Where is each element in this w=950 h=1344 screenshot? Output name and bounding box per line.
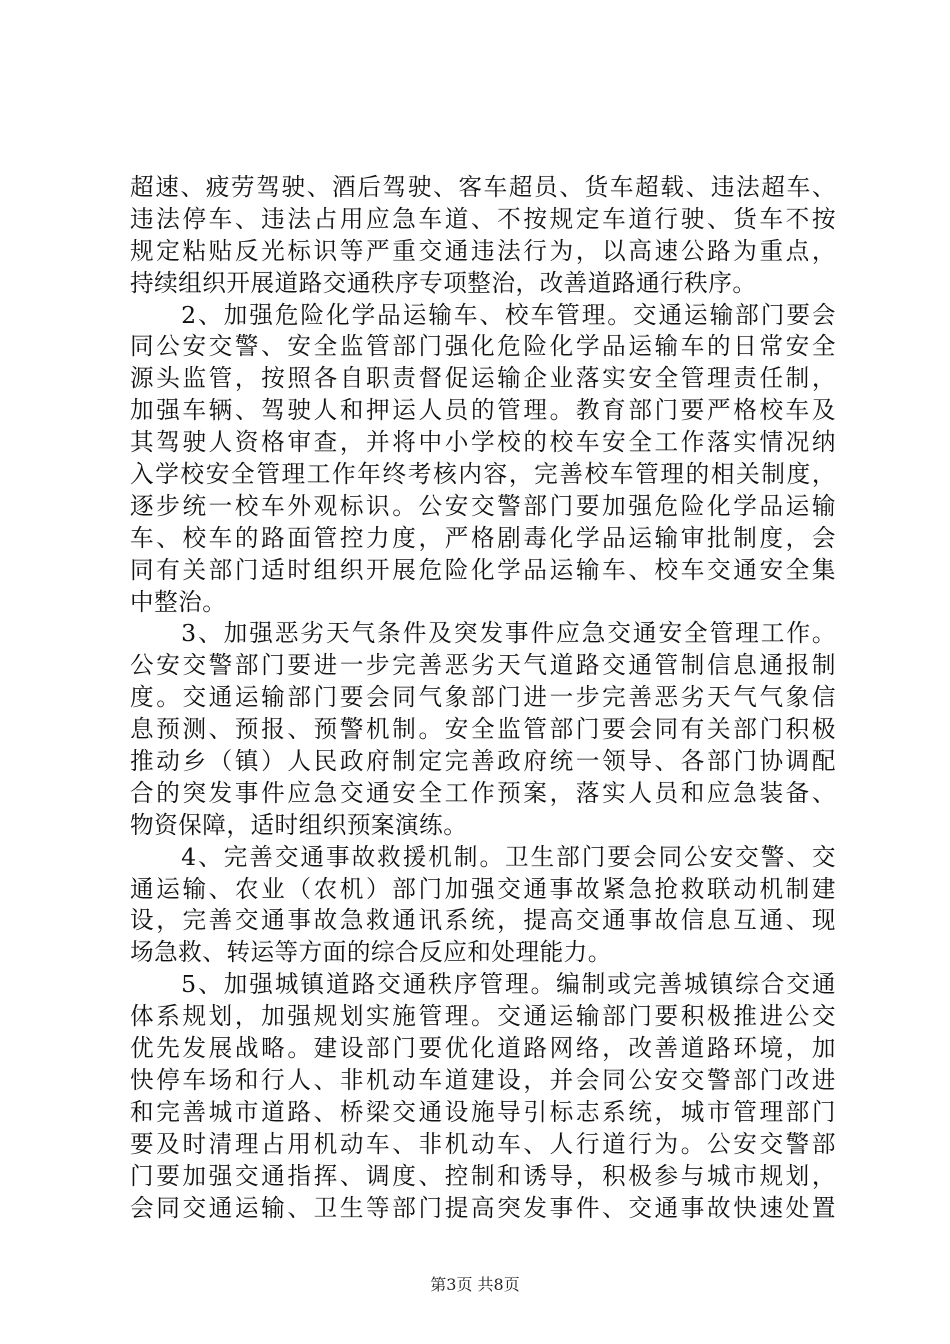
text-line: 物资保障，适时组织预案演练。 — [130, 810, 468, 839]
text-line: 同有关部门适时组织开展危险化学品运输车、校车交通安全集 — [130, 555, 836, 584]
paragraph-item-3 — [130, 618, 836, 841]
text-line: 5、加强城镇道路交通秩序管理。编制或完善城镇综合交通 — [130, 970, 836, 999]
text-line: 门要加强交通指挥、调度、控制和诱导，积极参与城市规划， — [130, 1161, 836, 1190]
paragraph-item-2 — [130, 300, 836, 619]
paragraph-item-4 — [130, 842, 836, 970]
text-line: 优先发展战略。建设部门要优化道路网络，改善道路环境，加 — [130, 1034, 836, 1063]
text-line: 其驾驶人资格审查，并将中小学校的校车安全工作落实情况纳 — [130, 428, 836, 457]
text-line: 度。交通运输部门要会同气象部门进一步完善恶劣天气气象信 — [130, 683, 836, 712]
document-body — [130, 172, 836, 1224]
text-line: 源头监管，按照各自职责督促运输企业落实安全管理责任制， — [130, 364, 836, 393]
text-line: 同公安交警、安全监管部门强化危险化学品运输车的日常安全 — [130, 332, 836, 361]
text-line: 持续组织开展道路交通秩序专项整治，改善道路通行秩序。 — [130, 268, 757, 297]
paragraph-continuation — [130, 172, 836, 300]
text-line: 息预测、预报、预警机制。安全监管部门要会同有关部门积极 — [130, 715, 836, 744]
text-line: 要及时清理占用机动车、非机动车、人行道行为。公安交警部 — [130, 1129, 836, 1158]
text-line: 体系规划，加强规划实施管理。交通运输部门要积极推进公交 — [130, 1002, 836, 1031]
text-line: 会同交通运输、卫生等部门提高突发事件、交通事故快速处置 — [130, 1193, 836, 1222]
text-line: 入学校安全管理工作年终考核内容，完善校车管理的相关制度， — [130, 460, 836, 489]
text-line: 合的突发事件应急交通安全工作预案，落实人员和应急装备、 — [130, 778, 836, 807]
text-line: 和完善城市道路、桥梁交通设施导引标志系统，城市管理部门 — [130, 1097, 836, 1126]
text-line: 超速、疲劳驾驶、酒后驾驶、客车超员、货车超载、违法超车、 — [130, 173, 836, 201]
text-line: 设，完善交通事故急救通讯系统，提高交通事故信息互通、现 — [130, 906, 836, 935]
page-number-footer: 第3页 共8页 — [430, 1275, 520, 1294]
text-line: 场急救、转运等方面的综合反应和处理能力。 — [130, 938, 612, 967]
paragraph-item-5 — [130, 969, 836, 1224]
text-line: 4、完善交通事故救援机制。卫生部门要会同公安交警、交 — [130, 842, 836, 871]
text-line: 推动乡（镇）人民政府制定完善政府统一领导、各部门协调配 — [130, 747, 836, 776]
text-line: 违法停车、违法占用应急车道、不按规定车道行驶、货车不按 — [130, 204, 836, 233]
text-line: 中整治。 — [130, 587, 227, 616]
text-line: 3、加强恶劣天气条件及突发事件应急交通安全管理工作。 — [130, 619, 836, 648]
text-line: 快停车场和行人、非机动车道建设，并会同公安交警部门改进 — [130, 1065, 836, 1094]
text-line: 2、加强危险化学品运输车、校车管理。交通运输部门要会 — [130, 300, 836, 329]
text-line: 规定粘贴反光标识等严重交通违法行为，以高速公路为重点， — [130, 236, 836, 265]
text-line: 车、校车的路面管控力度，严格剧毒化学品运输审批制度，会 — [130, 523, 836, 552]
text-line: 通运输、农业（农机）部门加强交通事故紧急抢救联动机制建 — [130, 874, 836, 903]
text-line: 逐步统一校车外观标识。公安交警部门要加强危险化学品运输 — [130, 491, 836, 520]
text-line: 公安交警部门要进一步完善恶劣天气道路交通管制信息通报制 — [130, 651, 836, 680]
text-line: 加强车辆、驾驶人和押运人员的管理。教育部门要严格校车及 — [130, 396, 836, 425]
